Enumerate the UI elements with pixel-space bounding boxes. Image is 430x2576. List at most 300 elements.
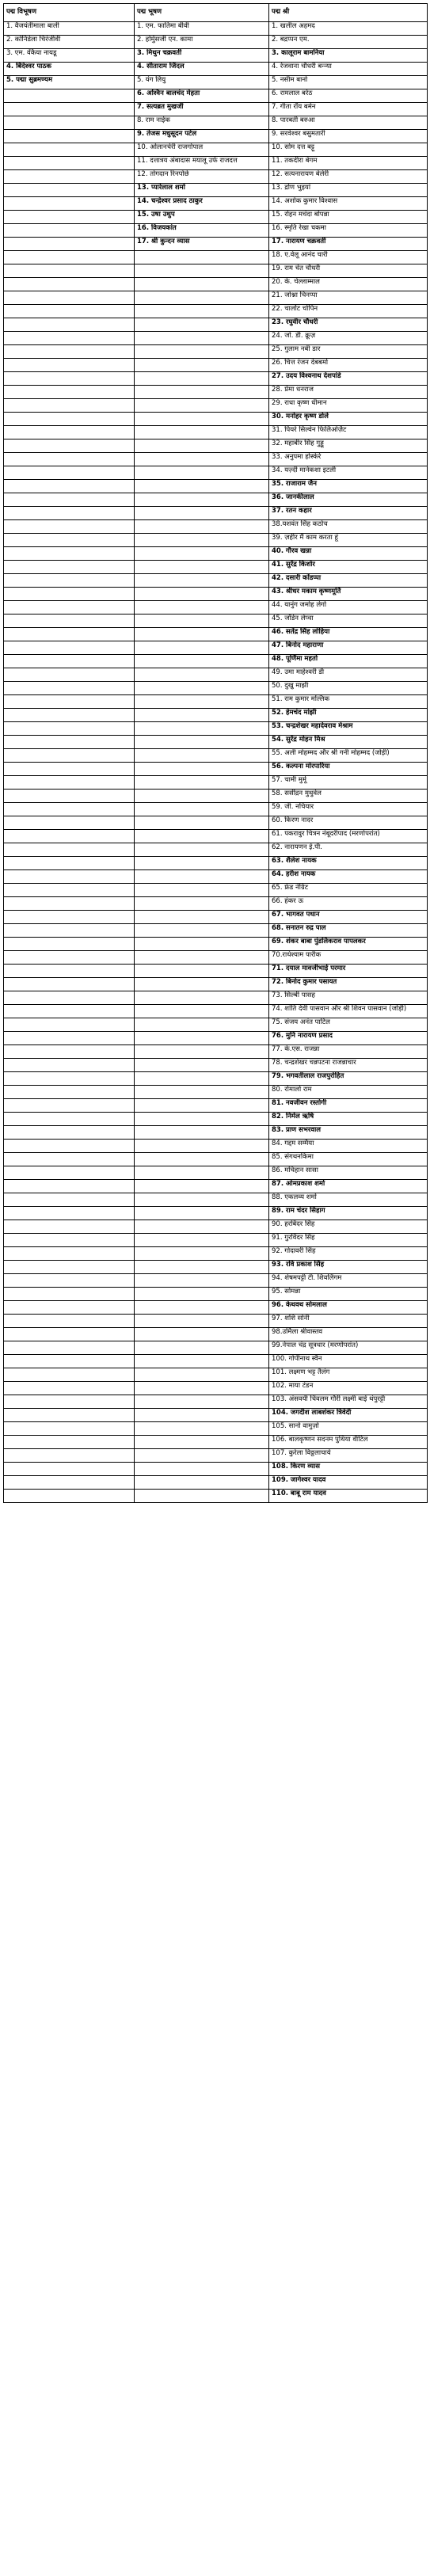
padma-vibhushan-cell (4, 318, 135, 331)
table-row (4, 250, 428, 264)
padma-shri-cell: 14. अशोक कुमार विश्वास (269, 196, 428, 210)
padma-shri-cell: 83. प्राण सभरवाल (269, 1125, 428, 1139)
padma-shri-cell: 32. महाबीर सिंह गुड्डू (269, 439, 428, 452)
padma-shri-cell: 41. सुरेंद्र किशोर (269, 560, 428, 573)
padma-shri-cell: 78. चन्द्रशेखर चन्नपटना राजन्नाचार (269, 1058, 428, 1071)
padma-bhushan-cell: 5. यंग लियु (135, 75, 269, 89)
padma-bhushan-cell (135, 318, 269, 331)
padma-shri-cell: 94. शेषमपट्टी टी. शिवलिंगम (269, 1273, 428, 1287)
table-row (4, 385, 428, 398)
padma-vibhushan-cell (4, 331, 135, 344)
padma-vibhushan-cell: 5. पद्मा सुब्रमण्यम (4, 75, 135, 89)
padma-vibhushan-cell (4, 466, 135, 479)
table-row (4, 452, 428, 466)
padma-shri-cell: 52. हेमचंद मांझी (269, 708, 428, 721)
padma-bhushan-cell (135, 937, 269, 950)
padma-bhushan-cell (135, 519, 269, 533)
padma-shri-cell: 80. रोमालो राम (269, 1085, 428, 1098)
padma-vibhushan-cell (4, 533, 135, 546)
table-row (4, 991, 428, 1004)
padma-vibhushan-cell (4, 937, 135, 950)
padma-shri-cell: 89. राम चंदर सिहाग (269, 1206, 428, 1220)
padma-bhushan-cell: 7. सत्यब्रत मुखर्जी (135, 102, 269, 116)
padma-vibhushan-cell (4, 1462, 135, 1475)
padma-shri-cell: 86. मचिहान सासा (269, 1166, 428, 1179)
padma-shri-cell: 96. केथवथ सोमलाल (269, 1300, 428, 1314)
table-row (4, 1193, 428, 1206)
table-row (4, 425, 428, 439)
padma-shri-cell: 6. रामलाल बरेठ (269, 89, 428, 102)
padma-shri-cell: 28. प्रेमा धनराज (269, 385, 428, 398)
padma-shri-cell: 76. मुनि नारायण प्रसाद (269, 1031, 428, 1044)
padma-bhushan-cell (135, 762, 269, 775)
table-row (4, 1125, 428, 1139)
table-row (4, 1220, 428, 1233)
table-row (4, 1098, 428, 1112)
padma-bhushan-cell (135, 533, 269, 546)
table-row (4, 1139, 428, 1152)
padma-bhushan-cell (135, 748, 269, 762)
padma-vibhushan-cell (4, 291, 135, 304)
padma-shri-cell: 49. उमा माहेश्वरी डी (269, 668, 428, 681)
table-row (4, 1354, 428, 1368)
padma-vibhushan-cell (4, 735, 135, 748)
padma-bhushan-cell (135, 1193, 269, 1206)
padma-vibhushan-cell (4, 1489, 135, 1502)
padma-vibhushan-cell (4, 1448, 135, 1462)
table-row (4, 1044, 428, 1058)
padma-bhushan-cell (135, 883, 269, 896)
padma-vibhushan-cell (4, 452, 135, 466)
padma-bhushan-cell (135, 358, 269, 371)
padma-bhushan-cell (135, 1018, 269, 1031)
padma-bhushan-cell (135, 1098, 269, 1112)
table-row (4, 950, 428, 964)
padma-shri-cell: 7. गीता रॉय बर्मन (269, 102, 428, 116)
padma-bhushan-cell (135, 1260, 269, 1273)
padma-shri-cell: 29. राधा कृष्ण धीमान (269, 398, 428, 412)
padma-vibhushan-cell (4, 1220, 135, 1233)
table-row (4, 641, 428, 654)
padma-shri-cell: 82. निर्मल ऋषि (269, 1112, 428, 1125)
padma-bhushan-cell (135, 546, 269, 560)
padma-bhushan-cell: 17. श्री कुन्दन व्यास (135, 237, 269, 250)
padma-shri-cell: 57. चामी मुर्मू (269, 775, 428, 789)
padma-vibhushan-cell (4, 950, 135, 964)
padma-bhushan-cell (135, 1058, 269, 1071)
table-row (4, 318, 428, 331)
padma-shri-cell: 22. चार्लोट चोपिन (269, 304, 428, 318)
table-row (4, 439, 428, 452)
padma-shri-cell: 56. कल्पना मोरपारिया (269, 762, 428, 775)
table-row (4, 412, 428, 425)
padma-vibhushan-cell (4, 398, 135, 412)
padma-shri-cell: 34. यज़्दी मानेकशा इटली (269, 466, 428, 479)
table-row (4, 116, 428, 129)
padma-vibhushan-cell (4, 1260, 135, 1273)
table-row (4, 546, 428, 560)
padma-vibhushan-cell (4, 1287, 135, 1300)
padma-shri-cell: 93. रवि प्रकाश सिंह (269, 1260, 428, 1273)
padma-vibhushan-cell (4, 1300, 135, 1314)
padma-vibhushan-cell (4, 344, 135, 358)
padma-bhushan-cell (135, 1448, 269, 1462)
table-row (4, 1233, 428, 1246)
padma-vibhushan-cell (4, 681, 135, 694)
padma-shri-cell: 39. ज़हीर मैं काम करता हूं (269, 533, 428, 546)
table-row (4, 223, 428, 237)
padma-bhushan-cell: 9. तेजस मधुसूदन पटेल (135, 129, 269, 143)
table-row (4, 1408, 428, 1421)
table-row (4, 237, 428, 250)
padma-vibhushan-cell (4, 156, 135, 169)
padma-shri-cell: 68. सनातन रुद्र पाल (269, 923, 428, 937)
padma-shri-cell: 63. शैलेश नायक (269, 856, 428, 869)
header-padma-vibhushan: पद्म विभूषण (4, 4, 135, 22)
table-row (4, 1058, 428, 1071)
padma-vibhushan-cell (4, 1004, 135, 1018)
padma-vibhushan-cell (4, 627, 135, 641)
table-row (4, 21, 428, 35)
padma-shri-cell: 11. तकदीरा बेगम (269, 156, 428, 169)
padma-shri-cell: 90. हरबिंदर सिंह (269, 1220, 428, 1233)
padma-vibhushan-cell (4, 169, 135, 183)
padma-shri-cell: 85. संगथनकिमा (269, 1152, 428, 1166)
padma-bhushan-cell (135, 587, 269, 600)
table-row (4, 869, 428, 883)
padma-vibhushan-cell (4, 506, 135, 519)
table-row (4, 654, 428, 668)
padma-vibhushan-cell (4, 654, 135, 668)
table-row (4, 277, 428, 291)
padma-shri-cell: 98.उर्मिला श्रीवास्तव (269, 1327, 428, 1341)
padma-vibhushan-cell (4, 1071, 135, 1085)
padma-bhushan-cell: 12. तोगदान रिनपोछे (135, 169, 269, 183)
table-row (4, 681, 428, 694)
padma-vibhushan-cell (4, 1314, 135, 1327)
padma-bhushan-cell (135, 681, 269, 694)
padma-vibhushan-cell (4, 439, 135, 452)
table-row (4, 479, 428, 493)
padma-bhushan-cell: 6. अश्विन बालचंद मेहता (135, 89, 269, 102)
table-row (4, 1273, 428, 1287)
table-row (4, 587, 428, 600)
padma-shri-cell: 71. दयाल मावजीभाई परमार (269, 964, 428, 977)
padma-vibhushan-cell (4, 883, 135, 896)
padma-vibhushan-cell (4, 573, 135, 587)
padma-shri-cell: 18. ए.वेलू आनंद चारी (269, 250, 428, 264)
header-padma-bhushan: पद्म भूषण (135, 4, 269, 22)
padma-bhushan-cell (135, 708, 269, 721)
padma-shri-cell: 88. एकलव्य शर्मा (269, 1193, 428, 1206)
table-row (4, 856, 428, 869)
table-row (4, 331, 428, 344)
padma-vibhushan-cell (4, 89, 135, 102)
padma-vibhushan-cell (4, 546, 135, 560)
table-row (4, 735, 428, 748)
table-row (4, 1246, 428, 1260)
padma-vibhushan-cell (4, 1435, 135, 1448)
padma-vibhushan-cell (4, 223, 135, 237)
padma-bhushan-cell (135, 452, 269, 466)
padma-bhushan-cell (135, 439, 269, 452)
padma-shri-cell: 91. गुरविंदर सिंह (269, 1233, 428, 1246)
padma-vibhushan-cell (4, 1193, 135, 1206)
padma-vibhushan-cell (4, 896, 135, 910)
padma-bhushan-cell (135, 1475, 269, 1489)
padma-bhushan-cell (135, 1287, 269, 1300)
table-row (4, 183, 428, 196)
table-row (4, 1206, 428, 1220)
padma-bhushan-cell (135, 1341, 269, 1354)
padma-bhushan-cell (135, 775, 269, 789)
padma-vibhushan-cell (4, 869, 135, 883)
padma-shri-cell: 75. संजय अनंत पाटिल (269, 1018, 428, 1031)
padma-vibhushan-cell (4, 856, 135, 869)
padma-shri-cell: 107. कुरेला विठ्ठलाचार्य (269, 1448, 428, 1462)
padma-vibhushan-cell (4, 1327, 135, 1341)
padma-shri-cell: 101. लक्ष्मण भट्ट तैलंग (269, 1368, 428, 1381)
table-row (4, 1435, 428, 1448)
padma-bhushan-cell (135, 735, 269, 748)
padma-shri-cell: 24. जो. डी. क्रूज़ (269, 331, 428, 344)
table-row (4, 775, 428, 789)
padma-shri-cell: 44. यानुंग जमोह लेगो (269, 600, 428, 614)
padma-shri-cell: 95. सोमन्ना (269, 1287, 428, 1300)
table-row (4, 102, 428, 116)
padma-vibhushan-cell (4, 412, 135, 425)
padma-bhushan-cell: 3. मिथुन चक्रवर्ती (135, 48, 269, 62)
table-row (4, 923, 428, 937)
padma-vibhushan-cell (4, 600, 135, 614)
table-row (4, 1300, 428, 1314)
padma-vibhushan-cell (4, 762, 135, 775)
table-row (4, 1368, 428, 1381)
table-row (4, 210, 428, 223)
padma-bhushan-cell: 11. दत्तात्रय अंबादास मयालू उर्फ राजदत्त (135, 156, 269, 169)
table-row (4, 1475, 428, 1489)
padma-shri-cell: 9. सरवेश्वर बसुमतारी (269, 129, 428, 143)
padma-bhushan-cell (135, 1381, 269, 1395)
padma-vibhushan-cell (4, 775, 135, 789)
padma-bhushan-cell: 2. होर्मुसजी एन. कामा (135, 35, 269, 48)
padma-shri-cell: 25. गुलाम नबी डार (269, 344, 428, 358)
padma-bhushan-cell (135, 1395, 269, 1408)
padma-bhushan-cell (135, 1435, 269, 1448)
awards-table-body (4, 21, 428, 1502)
padma-bhushan-cell (135, 344, 269, 358)
padma-shri-cell: 77. के.एस. राजन्ना (269, 1044, 428, 1058)
table-row (4, 1421, 428, 1435)
padma-bhushan-cell (135, 869, 269, 883)
table-row (4, 1166, 428, 1179)
padma-bhushan-cell (135, 964, 269, 977)
padma-vibhushan-cell (4, 694, 135, 708)
table-row (4, 910, 428, 923)
padma-vibhushan-cell (4, 587, 135, 600)
padma-vibhushan-cell (4, 183, 135, 196)
padma-vibhushan-cell (4, 1018, 135, 1031)
padma-bhushan-cell (135, 923, 269, 937)
table-row (4, 129, 428, 143)
padma-bhushan-cell (135, 1085, 269, 1098)
table-row (4, 762, 428, 775)
table-row (4, 964, 428, 977)
table-row (4, 802, 428, 816)
padma-vibhushan-cell (4, 1031, 135, 1044)
header-padma-shri: पद्म श्री (269, 4, 428, 22)
padma-bhushan-cell (135, 1273, 269, 1287)
padma-vibhushan-cell (4, 991, 135, 1004)
padma-vibhushan-cell (4, 358, 135, 371)
padma-bhushan-cell (135, 1071, 269, 1085)
padma-bhushan-cell (135, 1031, 269, 1044)
table-row (4, 1179, 428, 1193)
padma-bhushan-cell (135, 1408, 269, 1421)
padma-bhushan-cell (135, 1206, 269, 1220)
padma-vibhushan-cell (4, 816, 135, 829)
table-row (4, 694, 428, 708)
table-row (4, 89, 428, 102)
padma-shri-cell: 106. बालकृष्णन सदनम पुथिया वीटिल (269, 1435, 428, 1448)
padma-bhushan-cell (135, 1421, 269, 1435)
padma-bhushan-cell (135, 250, 269, 264)
padma-shri-cell: 84. गद्दम सम्मैया (269, 1139, 428, 1152)
padma-bhushan-cell: 4. सीताराम जिंदल (135, 62, 269, 75)
table-row (4, 573, 428, 587)
table-row (4, 668, 428, 681)
padma-bhushan-cell (135, 1246, 269, 1260)
padma-shri-cell: 53. चन्द्रशेखर महादेवराव मेश्राम (269, 721, 428, 735)
table-row (4, 600, 428, 614)
padma-shri-cell: 54. सुरेंद्र मोहन मिश्र (269, 735, 428, 748)
padma-shri-cell: 69. शंकर बाबा पुंडलिकराव पापलकर (269, 937, 428, 950)
padma-shri-cell: 61. पकरावुर चित्रन नंबूदरीपाद (मरणोपरांत) (269, 829, 428, 843)
padma-vibhushan-cell (4, 371, 135, 385)
table-row (4, 371, 428, 385)
padma-shri-cell: 5. नसीम बानो (269, 75, 428, 89)
table-row (4, 196, 428, 210)
table-row (4, 1462, 428, 1475)
padma-shri-cell: 81. नवजीवन रस्तोगी (269, 1098, 428, 1112)
header-row (4, 4, 428, 22)
padma-vibhushan-cell (4, 1273, 135, 1287)
table-row (4, 519, 428, 533)
padma-shri-cell: 31. पियरे सिल्वेन फिलिओज़ैट (269, 425, 428, 439)
padma-vibhushan-cell (4, 964, 135, 977)
table-row (4, 883, 428, 896)
table-row (4, 1327, 428, 1341)
padma-vibhushan-cell (4, 560, 135, 573)
padma-shri-cell: 105. सानो वामुज़ो (269, 1421, 428, 1435)
table-row (4, 506, 428, 519)
table-row (4, 977, 428, 991)
padma-bhushan-cell (135, 668, 269, 681)
padma-shri-cell: 99.नेपाल चंद्र सूत्रधार (मरणोपरांत) (269, 1341, 428, 1354)
padma-vibhushan-cell (4, 129, 135, 143)
table-row (4, 1031, 428, 1044)
padma-shri-cell: 65. फ्रेड नेग्रिट (269, 883, 428, 896)
padma-shri-cell: 15. रोहन मचंदा बोपन्ना (269, 210, 428, 223)
padma-vibhushan-cell (4, 1098, 135, 1112)
padma-bhushan-cell (135, 1233, 269, 1246)
padma-bhushan-cell (135, 1314, 269, 1327)
padma-vibhushan-cell: 1. वैजयंतीमाला बाली (4, 21, 135, 35)
table-row (4, 493, 428, 506)
padma-bhushan-cell (135, 614, 269, 627)
padma-shri-cell: 26. चित्त रंजन देबबर्मा (269, 358, 428, 371)
padma-vibhushan-cell (4, 277, 135, 291)
table-row (4, 1381, 428, 1395)
table-row (4, 1112, 428, 1125)
padma-bhushan-cell (135, 654, 269, 668)
padma-vibhushan-cell: 3. एम. वेंकैया नायडू (4, 48, 135, 62)
padma-vibhushan-cell (4, 1085, 135, 1098)
table-row (4, 75, 428, 89)
padma-shri-cell: 104. जगदीश लाबशंकर त्रिवेदी (269, 1408, 428, 1421)
padma-bhushan-cell: 14. चन्द्रेश्वर प्रसाद ठाकुर (135, 196, 269, 210)
table-row (4, 169, 428, 183)
padma-shri-cell: 108. किरण व्यास (269, 1462, 428, 1475)
padma-bhushan-cell (135, 1004, 269, 1018)
padma-shri-cell: 46. सतेंद्र सिंह लोहिया (269, 627, 428, 641)
padma-vibhushan-cell (4, 1408, 135, 1421)
padma-shri-cell: 97. शशि सोनी (269, 1314, 428, 1327)
padma-shri-cell: 87. ओमप्रकाश शर्मा (269, 1179, 428, 1193)
padma-vibhushan-cell (4, 1341, 135, 1354)
padma-vibhushan-cell (4, 1395, 135, 1408)
padma-shri-cell: 100. गोपीनाथ स्वैन (269, 1354, 428, 1368)
padma-vibhushan-cell (4, 519, 135, 533)
table-row (4, 1260, 428, 1273)
padma-shri-cell: 50. दुखु माझी (269, 681, 428, 694)
table-row (4, 1448, 428, 1462)
padma-vibhushan-cell (4, 721, 135, 735)
padma-bhushan-cell (135, 950, 269, 964)
padma-shri-cell: 19. राम चेत चौधरी (269, 264, 428, 277)
padma-vibhushan-cell (4, 425, 135, 439)
table-row (4, 829, 428, 843)
table-row (4, 1395, 428, 1408)
padma-bhushan-cell (135, 977, 269, 991)
padma-vibhushan-cell (4, 1058, 135, 1071)
padma-vibhushan-cell (4, 1044, 135, 1058)
padma-bhushan-cell (135, 264, 269, 277)
padma-vibhushan-cell (4, 1206, 135, 1220)
padma-vibhushan-cell (4, 614, 135, 627)
padma-bhushan-cell: 8. राम नाईक (135, 116, 269, 129)
table-row (4, 466, 428, 479)
padma-bhushan-cell (135, 802, 269, 816)
padma-vibhushan-cell (4, 802, 135, 816)
padma-shri-cell: 70.राधेश्याम पारीक (269, 950, 428, 964)
padma-vibhushan-cell: 2. कोनिडेला चिरंजीवी (4, 35, 135, 48)
padma-bhushan-cell (135, 1300, 269, 1314)
padma-shri-cell: 72. बिनोद कुमार पसायत (269, 977, 428, 991)
table-row (4, 627, 428, 641)
padma-vibhushan-cell (4, 264, 135, 277)
padma-bhushan-cell (135, 412, 269, 425)
padma-shri-cell: 40. गौरव खन्ना (269, 546, 428, 560)
padma-bhushan-cell (135, 573, 269, 587)
padma-vibhushan-cell (4, 196, 135, 210)
padma-shri-cell: 37. रतन कहार (269, 506, 428, 519)
padma-shri-cell: 3. कालूराम बामनिया (269, 48, 428, 62)
padma-bhushan-cell (135, 466, 269, 479)
padma-shri-cell: 30. मनोहर कृष्ण डोले (269, 412, 428, 425)
padma-vibhushan-cell (4, 385, 135, 398)
padma-bhushan-cell: 10. ओलानचेरी राजगोपाल (135, 143, 269, 156)
